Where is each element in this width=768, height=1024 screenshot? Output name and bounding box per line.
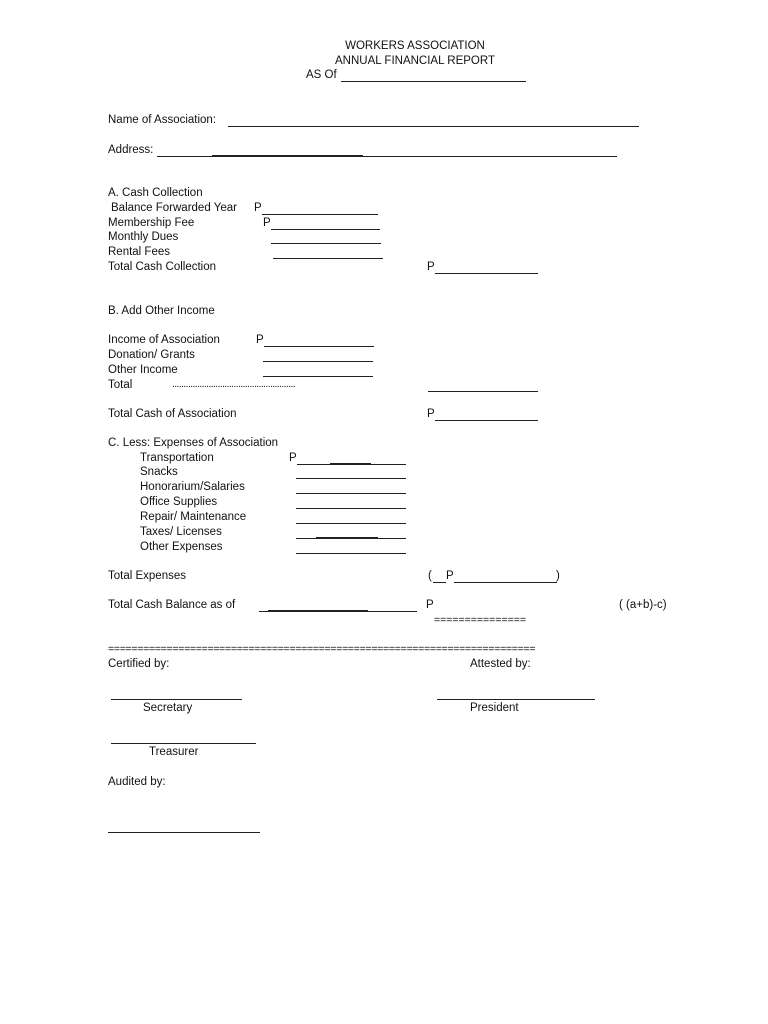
audited-by-label: Audited by: xyxy=(108,776,166,788)
section-c-heading: C. Less: Expenses of Association xyxy=(108,437,279,449)
other-income-field[interactable] xyxy=(263,376,373,377)
as-of-date-field[interactable] xyxy=(341,81,520,82)
total-expenses-close-paren: ) xyxy=(556,570,560,582)
membership-fee-currency: P xyxy=(263,217,271,229)
transportation-currency: P xyxy=(289,452,297,464)
transportation-field[interactable] xyxy=(297,464,406,465)
balance-forwarded-currency: P xyxy=(254,202,262,214)
expense-item-label: Snacks xyxy=(140,466,178,478)
rental-fees-label: Rental Fees xyxy=(108,246,171,258)
balance-double-underline: =============== xyxy=(434,614,526,626)
rental-fees-field[interactable] xyxy=(273,258,383,259)
office-supplies-field[interactable] xyxy=(296,508,406,509)
taxes-licenses-field-overline xyxy=(316,537,378,538)
income-of-association-currency: P xyxy=(256,334,264,346)
section-b-heading: B. Add Other Income xyxy=(108,305,215,317)
as-of-date-field-end xyxy=(520,81,526,82)
attested-by-label: Attested by: xyxy=(470,658,531,670)
expense-item-label: Office Supplies xyxy=(140,496,218,508)
as-of-label: AS Of xyxy=(306,69,337,81)
president-signature-line[interactable] xyxy=(437,699,595,700)
expense-item-label: Other Expenses xyxy=(140,541,223,553)
total-cash-balance-date-overline xyxy=(268,610,368,611)
secretary-label: Secretary xyxy=(143,702,193,714)
other-expenses-field[interactable] xyxy=(296,553,406,554)
treasurer-signature-line[interactable] xyxy=(111,743,256,744)
total-expenses-open-paren: ( xyxy=(428,570,432,582)
total-expenses-field[interactable] xyxy=(454,582,557,583)
total-income-field[interactable] xyxy=(428,391,538,392)
section-a-heading: A. Cash Collection xyxy=(108,187,203,199)
income-of-association-field[interactable] xyxy=(264,346,374,347)
total-cash-balance-label: Total Cash Balance as of xyxy=(108,599,236,611)
expense-item-label: Repair/ Maintenance xyxy=(140,511,247,523)
expense-item-label: Transportation xyxy=(140,452,214,464)
balance-forwarded-label: Balance Forwarded Year xyxy=(111,202,237,214)
expense-item-label: Taxes/ Licenses xyxy=(140,526,222,538)
membership-fee-field[interactable] xyxy=(271,229,380,230)
balance-formula: ( (a+b)-c) xyxy=(619,599,667,611)
expense-item-label: Honorarium/Salaries xyxy=(140,481,245,493)
total-expenses-label: Total Expenses xyxy=(108,570,186,582)
total-cash-collection-label: Total Cash Collection xyxy=(108,261,217,273)
total-income-leader-dots: ...................................................... xyxy=(172,379,296,390)
income-of-association-label: Income of Association xyxy=(108,334,220,346)
report-org-title: WORKERS ASSOCIATION xyxy=(345,40,485,52)
honorarium-salaries-field[interactable] xyxy=(296,493,406,494)
total-cash-collection-currency: P xyxy=(427,261,435,273)
president-label: President xyxy=(470,702,519,714)
total-expenses-field-start xyxy=(433,582,446,583)
total-cash-collection-field[interactable] xyxy=(435,273,538,274)
balance-forwarded-field[interactable] xyxy=(262,214,378,215)
total-expenses-currency: P xyxy=(446,570,454,582)
total-cash-balance-date-field[interactable] xyxy=(259,611,417,612)
address-label: Address: xyxy=(108,144,154,156)
certified-by-label: Certified by: xyxy=(108,658,170,670)
snacks-field[interactable] xyxy=(296,478,406,479)
treasurer-label: Treasurer xyxy=(149,746,199,758)
monthly-dues-field[interactable] xyxy=(271,243,381,244)
address-field-overline xyxy=(212,155,363,156)
transportation-field-overline xyxy=(330,463,371,464)
name-of-association-field[interactable] xyxy=(228,126,639,127)
repair-maintenance-field[interactable] xyxy=(296,523,406,524)
other-income-label: Other Income xyxy=(108,364,178,376)
secretary-signature-line[interactable] xyxy=(111,699,242,700)
name-of-association-label: Name of Association: xyxy=(108,114,217,126)
taxes-licenses-field[interactable] xyxy=(296,538,406,539)
total-income-label: Total xyxy=(108,379,133,391)
total-cash-of-association-label: Total Cash of Association xyxy=(108,408,237,420)
report-title: ANNUAL FINANCIAL REPORT xyxy=(335,55,495,67)
total-cash-of-association-currency: P xyxy=(427,408,435,420)
address-field[interactable] xyxy=(157,156,617,157)
total-cash-of-association-field[interactable] xyxy=(435,420,538,421)
monthly-dues-label: Monthly Dues xyxy=(108,231,179,243)
section-separator: ========================================================================= xyxy=(108,643,536,655)
donation-grants-field[interactable] xyxy=(263,361,373,362)
donation-grants-label: Donation/ Grants xyxy=(108,349,195,361)
auditor-signature-line[interactable] xyxy=(108,832,260,833)
total-cash-balance-currency: P xyxy=(426,599,434,611)
membership-fee-label: Membership Fee xyxy=(108,217,195,229)
